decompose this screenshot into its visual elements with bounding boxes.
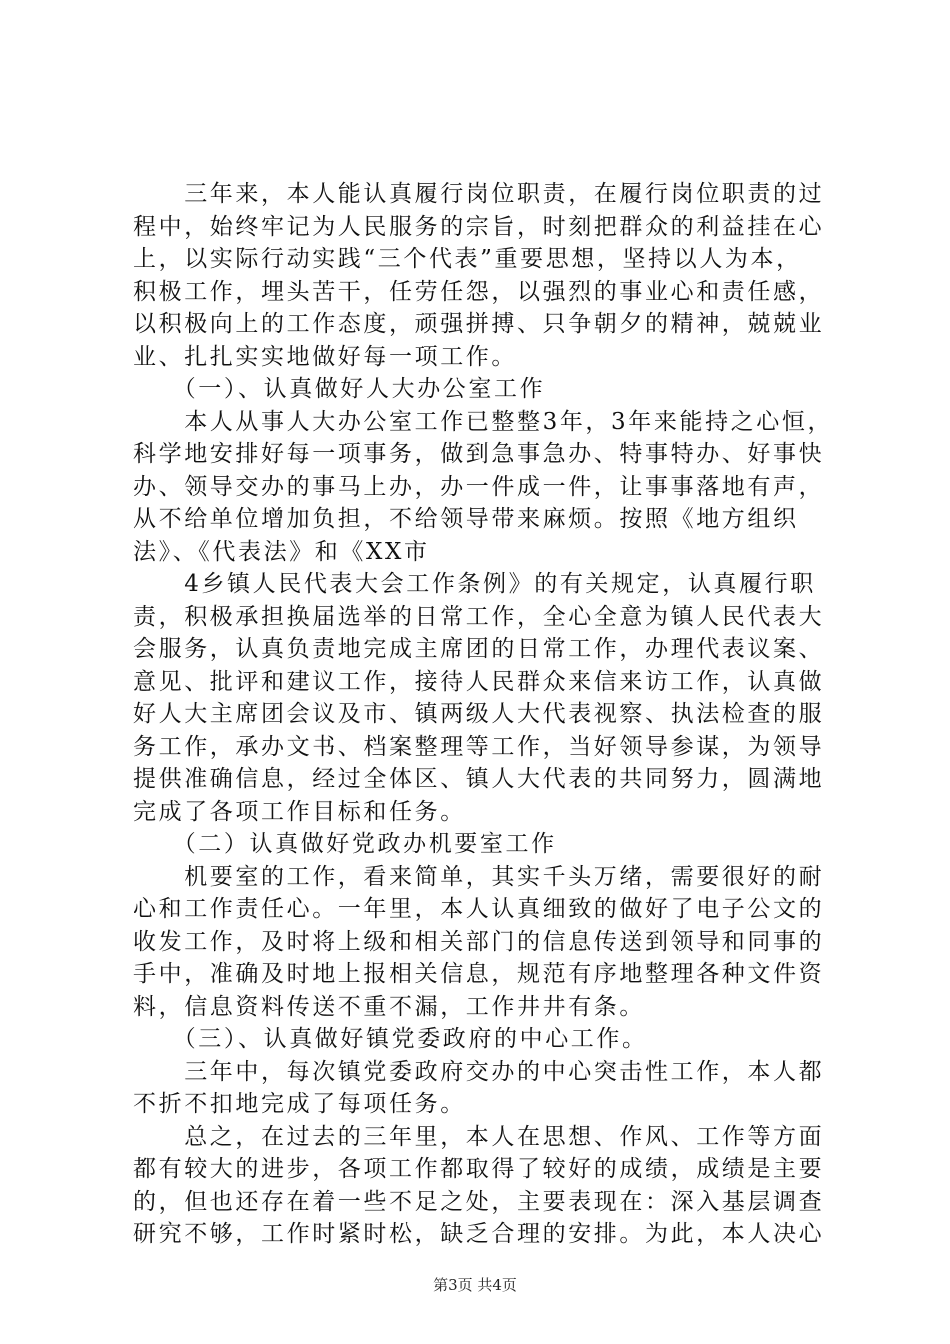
text-line: 科学地安排好每一项事务，做到急事急办、特事特办、好事快 xyxy=(133,441,825,467)
text-line: 三年中，每次镇党委政府交办的中心突击性工作，本人都 xyxy=(133,1058,825,1085)
text-line: 心和工作责任心。一年里，本人认真细致的做好了电子公文的 xyxy=(133,896,825,922)
text-line: 料，信息资料传送不重不漏，工作井井有条。 xyxy=(133,993,645,1020)
text-line: 手中，准确及时地上报相关信息，规范有序地整理各种文件资 xyxy=(133,961,825,987)
text-line: 业、扎扎实实地做好每一项工作。 xyxy=(133,343,517,370)
text-line: 务工作，承办文书、档案整理等工作，当好领导参谋，为领导 xyxy=(133,733,825,760)
text-line: 好人大主席团会议及市、镇两级人大代表视察、执法检查的服 xyxy=(133,701,825,727)
text-line: 上，以实际行动实践“三个代表”重要思想，坚持以人为本， xyxy=(133,246,802,272)
text-line: 本人从事人大办公室工作已整整3年，3年来能持之心恒， xyxy=(133,408,834,435)
page-footer: 第3页 共4页 xyxy=(433,1276,517,1294)
text-line: 以积极向上的工作态度，顽强拼搏、只争朝夕的精神，兢兢业 xyxy=(133,311,825,337)
text-line: 不折不扣地完成了每项任务。 xyxy=(133,1091,466,1117)
text-line: 都有较大的进步，各项工作都取得了较好的成绩，成绩是主要 xyxy=(133,1156,825,1182)
text-line: 会服务，认真负责地完成主席团的日常工作，办理代表议案、 xyxy=(133,636,825,662)
text-line: 收发工作，及时将上级和相关部门的信息传送到领导和同事的 xyxy=(133,928,825,955)
text-line: 4乡镇人民代表大会工作条例》的有关规定，认真履行职 xyxy=(133,571,816,597)
text-line: 从不给单位增加负担，不给领导带来麻烦。按照《地方组织 xyxy=(133,506,799,532)
text-line: 完成了各项工作目标和任务。 xyxy=(133,798,466,825)
text-line: （三）、认真做好镇党委政府的中心工作。 xyxy=(133,1026,648,1052)
text-line: 机要室的工作，看来简单，其实千头万绪，需要很好的耐 xyxy=(133,863,825,890)
body-text xyxy=(133,178,833,1251)
text-line: 总之，在过去的三年里，本人在思想、作风、工作等方面 xyxy=(133,1123,825,1150)
text-line: 积极工作，埋头苦干，任劳任怨，以强烈的事业心和责任感， xyxy=(133,278,825,305)
text-line: 三年来，本人能认真履行岗位职责，在履行岗位职责的过 xyxy=(133,181,825,207)
text-line: （二）认真做好党政办机要室工作 xyxy=(133,831,557,857)
text-line: 法》、《代表法》和《XX市 xyxy=(133,538,430,565)
text-line: 研究不够，工作时紧时松，缺乏合理的安排。为此，本人决心 xyxy=(133,1221,825,1247)
text-line: （一）、认真做好人大办公室工作 xyxy=(133,376,546,402)
text-line: 责，积极承担换届选举的日常工作，全心全意为镇人民代表大 xyxy=(133,603,825,630)
text-line: 办、领导交办的事马上办，办一件成一件，让事事落地有声， xyxy=(133,473,825,500)
text-line: 的，但也还存在着一些不足之处，主要表现在：深入基层调查 xyxy=(133,1188,825,1215)
text-line: 提供准确信息，经过全体区、镇人大代表的共同努力，圆满地 xyxy=(133,766,825,792)
text-line: 程中，始终牢记为人民服务的宗旨，时刻把群众的利益挂在心 xyxy=(133,213,825,240)
text-line: 意见、批评和建议工作，接待人民群众来信来访工作，认真做 xyxy=(133,668,825,695)
